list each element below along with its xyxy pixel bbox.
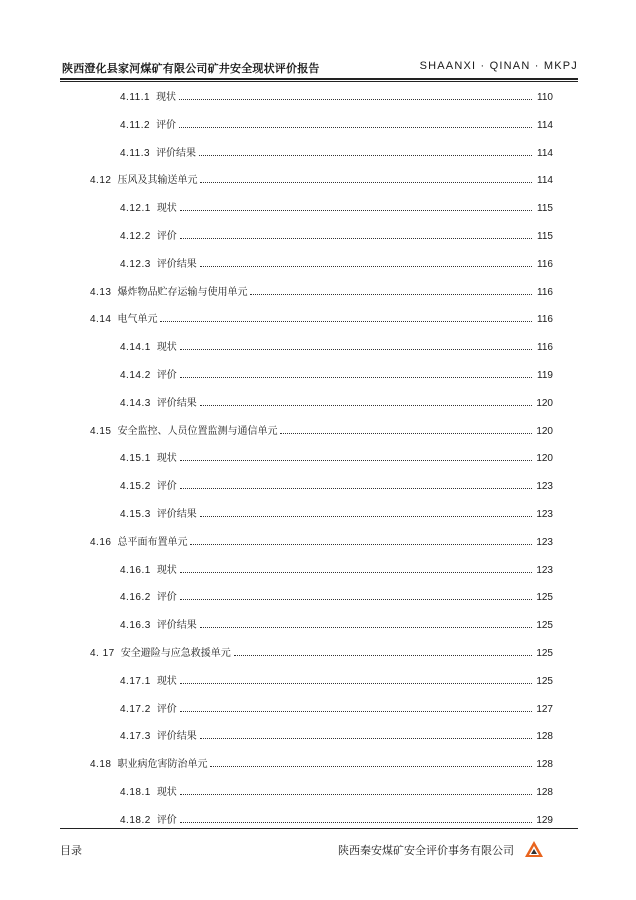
toc-entry-title: 现状 [156,787,177,798]
toc-entry-title: 电气单元 [117,314,158,326]
toc-entry-number: 4.14.2 [120,370,151,381]
company-logo-icon [524,840,544,858]
toc-page-number: 116 [537,286,553,298]
toc-entry[interactable] [120,727,553,743]
toc-page-number: 125 [536,592,553,604]
toc-dot-leader [180,238,532,239]
toc-entry-title: 现状 [156,342,177,354]
header-rule-thick [60,78,578,80]
toc-entry[interactable] [90,283,553,299]
toc-entry-number: 4.14.1 [120,342,151,354]
toc-entry-number: 4.16.1 [120,564,151,576]
toc-entry[interactable] [120,811,553,827]
toc-entry-title: 爆炸物品贮存运输与使用单元 [117,286,248,298]
toc-entry[interactable] [120,88,553,104]
toc-entry-title: 职业病危害防治单元 [117,759,208,771]
toc-entry-title: 评价结果 [156,509,197,520]
toc-page-number: 128 [536,787,553,798]
toc-entry[interactable] [120,199,553,215]
toc-page-number: 119 [537,370,553,381]
toc-entry-number: 4.12 [90,175,112,187]
toc-dot-leader [180,488,532,489]
page-header [60,60,578,76]
toc-entry[interactable] [90,644,553,660]
toc-entry-number: 4.11.1 [120,92,151,103]
toc-entry-number: 4.15 [90,425,112,437]
toc-page-number: 125 [536,648,553,659]
toc-entry-title: 现状 [156,203,177,215]
toc-page-number: 116 [537,258,553,270]
toc-entry-number: 4.12.2 [120,231,151,242]
toc-entry[interactable] [90,310,553,326]
toc-dot-leader [199,155,532,156]
toc-entry-title: 评价结果 [156,397,197,409]
toc-dot-leader [200,266,532,267]
toc-page-number: 116 [537,314,553,326]
footer-company-name: 陕西秦安煤矿安全评价事务有限公司 [338,844,514,857]
toc-page-number: 120 [536,453,553,465]
toc-entry-number: 4.17.1 [120,675,151,687]
toc-entry[interactable] [120,616,553,632]
toc-entry-number: 4.15.3 [120,509,151,520]
toc-entry-number: 4.15.1 [120,453,151,465]
toc-entry-title: 压风及其输送单元 [117,175,198,187]
toc-dot-leader [200,627,532,628]
toc-page-number: 123 [536,536,553,548]
toc-page-number: 114 [537,175,553,187]
toc-page-number: 123 [536,564,553,576]
toc-entry-title: 评价结果 [156,258,197,270]
toc-entry-number: 4.18 [90,759,112,771]
toc-entry-title: 评价 [156,231,177,242]
toc-entry[interactable] [90,422,553,438]
toc-entry-number: 4.12.1 [120,203,151,215]
toc-entry-title: 评价结果 [156,731,197,743]
toc-entry-title: 现状 [156,675,177,687]
toc-entry-title: 评价 [156,119,177,131]
toc-entry[interactable] [90,755,553,771]
toc-entry[interactable] [90,533,553,549]
toc-page-number: 125 [536,675,553,687]
toc-page-number: 125 [536,620,553,632]
toc-dot-leader [200,516,532,517]
toc-entry[interactable] [120,700,553,716]
toc-dot-leader [200,182,532,183]
toc-entry-number: 4.14 [90,314,112,326]
toc-entry[interactable] [120,366,553,382]
toc-entry[interactable] [120,227,553,243]
toc-dot-leader [190,544,532,545]
toc-entry-title: 安全监控、人员位置监测与通信单元 [117,425,278,437]
toc-entry-number: 4.17.3 [120,731,151,743]
toc-entry-title: 安全避险与应急救援单元 [120,648,231,659]
toc-entry[interactable] [120,338,553,354]
toc-dot-leader [160,321,532,322]
header-code: SHAANXI · QINAN · MKPJ [419,60,578,72]
toc-dot-leader [180,377,532,378]
toc-dot-leader [180,599,532,600]
toc-page-number: 127 [536,703,553,715]
footer-rule [60,828,578,829]
toc-page-number: 120 [536,425,553,437]
toc-entry-number: 4.16.3 [120,620,151,632]
toc-page-number: 128 [536,731,553,743]
toc-entry-title: 现状 [156,564,177,576]
toc-entry[interactable] [120,561,553,577]
toc-entry[interactable] [120,505,553,521]
toc-entry-number: 4.11.3 [120,147,151,159]
toc-entry-title: 评价 [156,481,177,493]
toc-dot-leader [180,794,532,795]
toc-entry[interactable] [120,783,553,799]
header-rule-thin [60,81,578,82]
toc-page-number: 110 [537,92,553,103]
toc-entry-title: 评价 [156,592,177,604]
toc-page-number: 123 [536,509,553,520]
toc-dot-leader [200,405,532,406]
toc-entry-title: 评价结果 [156,147,197,159]
toc-page-number: 114 [537,119,553,131]
toc-entry-title: 评价 [156,814,177,826]
toc-dot-leader [250,294,532,295]
toc-entry-number: 4.15.2 [120,481,151,493]
toc-entry-title: 总平面布置单元 [117,536,188,548]
footer-section-label: 目录 [60,844,82,857]
toc-entry-title: 评价结果 [156,620,197,632]
toc-dot-leader [180,349,532,350]
toc-entry[interactable] [120,144,553,160]
toc-dot-leader [180,460,532,461]
toc-entry-title: 现状 [156,92,177,103]
toc-dot-leader [180,572,532,573]
toc-page-number: 116 [537,342,553,354]
toc-entry-number: 4.11.2 [120,119,151,131]
toc-page-number: 115 [537,231,553,242]
toc-dot-leader [280,433,532,434]
toc-dot-leader [180,822,532,823]
toc-dot-leader [200,738,532,739]
toc-dot-leader [179,99,532,100]
toc-entry[interactable] [120,255,553,271]
toc-page-number: 114 [537,147,553,159]
toc-page-number: 128 [536,759,553,771]
toc-entry-number: 4.13 [90,286,112,298]
toc-entry[interactable] [120,116,553,132]
toc-entry-number: 4.16.2 [120,592,151,604]
toc-entry-number: 4. 17 [90,648,115,659]
toc-dot-leader [179,127,532,128]
toc-entry-title: 现状 [156,453,177,465]
toc-entry-title: 评价 [156,703,177,715]
toc-dot-leader [180,711,532,712]
toc-entry-number: 4.12.3 [120,258,151,270]
toc-entry-number: 4.16 [90,536,112,548]
toc-dot-leader [234,655,532,656]
toc-entry-number: 4.14.3 [120,397,151,409]
toc-page-number: 129 [536,814,553,826]
toc-entry-number: 4.17.2 [120,703,151,715]
toc-entry[interactable] [120,672,553,688]
header-report-title: 陕西澄化县家河煤矿有限公司矿井安全现状评价报告 [62,62,320,75]
toc-entry[interactable] [120,477,553,493]
toc-entry-number: 4.18.1 [120,787,151,798]
toc-entry[interactable] [120,394,553,410]
toc-dot-leader [210,766,532,767]
toc-page-number: 120 [536,397,553,409]
toc-entry-number: 4.18.2 [120,814,151,826]
toc-page-number: 115 [537,203,553,215]
toc-entry[interactable] [90,171,553,187]
toc-dot-leader [180,683,532,684]
toc-dot-leader [180,210,532,211]
toc-page-number: 123 [536,481,553,493]
toc-entry[interactable] [120,588,553,604]
toc-entry[interactable] [120,449,553,465]
toc-entry-title: 评价 [156,370,177,381]
